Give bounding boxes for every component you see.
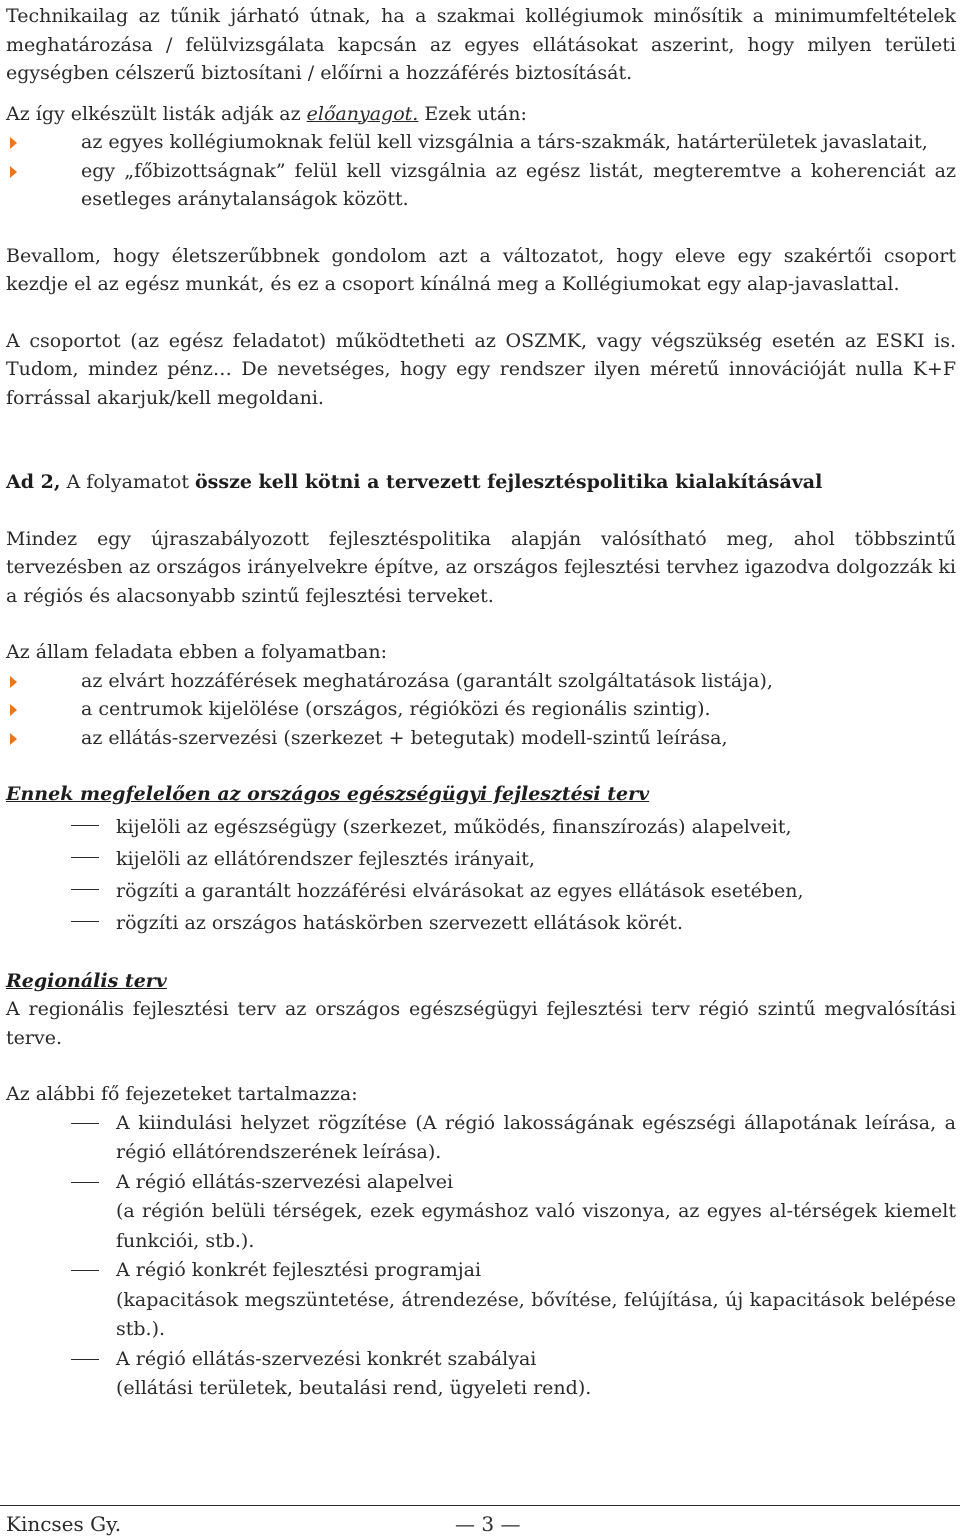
chapter-detail: (kapacitások megszüntetése, átrendezése, bővítése, felújítása, új kapacitások belépése stb.). xyxy=(116,1288,956,1340)
dash-icon xyxy=(71,1182,99,1183)
national-plan-item xyxy=(6,875,956,907)
dash-icon xyxy=(71,1270,99,1271)
state-task-list xyxy=(6,667,956,753)
chapter-item xyxy=(6,1256,956,1345)
review-bullet-text: egy „főbizottságnak” felül kell vizsgálnia az egész listát, megteremtve a koherenciát az esetleges aránytalanságok között. xyxy=(81,159,956,210)
national-plan-text: rögzíti az országos hatáskörben szervezett ellátások körét. xyxy=(116,911,683,934)
state-task-text: az ellátás-szervezési (szerkezet + betegutak) modell-szintű leírása, xyxy=(81,726,728,749)
state-task-text: a centrumok kijelölése (országos, régióközi és regionális szintig). xyxy=(81,698,711,720)
national-plan-text: kijelöli az ellátórendszer fejlesztés irányait, xyxy=(116,847,535,870)
dash-icon xyxy=(71,889,99,890)
lists-text-after: Ezek után: xyxy=(418,102,527,125)
footer-author: Kincses Gy. xyxy=(6,1512,122,1536)
regional-plan-paragraph: A regionális fejlesztési terv az országos egészségügyi fejlesztési terv régió szintű megvalósítási terve. xyxy=(6,998,956,1049)
dash-icon xyxy=(71,857,99,858)
chapter-item xyxy=(6,1168,956,1257)
chapter-item xyxy=(6,1109,956,1168)
state-task-text: az elvárt hozzáférések meghatározása (garantált szolgáltatások listája), xyxy=(81,669,773,692)
chapter-detail: (a régión belüli térségek, ezek egymáshoz való viszonya, az egyes al-térségek kiemelt funkciói, stb.). xyxy=(116,1200,956,1252)
chapters-list xyxy=(6,1109,956,1404)
triangle-right-icon xyxy=(10,137,17,149)
lists-emphasis: előanyagot. xyxy=(306,102,419,125)
section-heading-normal: A folyamatot xyxy=(60,471,195,493)
triangle-right-icon xyxy=(10,704,17,716)
review-bullet-item xyxy=(6,157,956,214)
opinion-paragraph: Bevallom, hogy életszerűbbnek gondolom azt a változatot, hogy eleve egy szakértői csoport kezdje el az egész munkát, és ez a csoport kínálná meg a Kollégiumokat egy alap-javaslattal. xyxy=(6,244,956,295)
section-heading-ad2 xyxy=(6,468,956,497)
state-task-intro: Az állam feladata ebben a folyamatban: xyxy=(6,641,387,663)
triangle-right-icon xyxy=(10,733,17,745)
state-task-item xyxy=(6,695,956,724)
chapter-title: A kiindulási helyzet rögzítése (A régió lakosságának egészségi állapotának leírása, a régió ellátórendszerének leírása). xyxy=(116,1111,956,1163)
triangle-right-icon xyxy=(10,676,17,688)
funding-paragraph: A csoportot (az egész feladatot) működtetheti az OSZMK, vagy végszükség esetén az ESKI is. Tudom, mindez pénz… De nevetséges, hogy egy rendszer ilyen méretű innovációját nulla K+F forrással akarjuk/kell megoldani. xyxy=(6,329,956,409)
lists-text-before: Az így elkészült listák adják az xyxy=(6,102,307,125)
dash-icon xyxy=(71,921,99,922)
national-plan-item xyxy=(6,811,956,843)
dash-icon xyxy=(71,825,99,826)
national-plan-item xyxy=(6,907,956,939)
section-heading-bold: össze kell kötni a tervezett fejlesztéspolitika kialakításával xyxy=(195,471,823,493)
chapter-item xyxy=(6,1345,956,1404)
review-bullet-list xyxy=(6,128,956,214)
review-bullet-text: az egyes kollégiumoknak felül kell vizsgálnia a társ-szakmák, határterületek javaslatait, xyxy=(81,131,928,153)
policy-paragraph: Mindez egy újraszabályozott fejlesztéspolitika alapján valósítható meg, ahol többszintű tervezésben az országos irányelvekre építve, az országos fejlesztési tervhez igazodva dolgozzák ki a régiós és alacsonyabb szintű fejlesztési terveket. xyxy=(6,527,956,607)
lists-paragraph xyxy=(6,100,956,129)
chapter-detail: (ellátási területek, beutalási rend, ügyeleti rend). xyxy=(116,1377,592,1399)
section-prefix: Ad 2, xyxy=(6,471,61,493)
footer-page-number: — 3 — xyxy=(455,1512,521,1536)
page-footer xyxy=(0,1505,960,1536)
chapter-title: A régió ellátás-szervezési konkrét szabályai xyxy=(116,1347,537,1370)
national-plan-heading: Ennek megfelelően az országos egészségügyi fejlesztési terv xyxy=(6,783,650,805)
chapters-intro: Az alábbi fő fejezeteket tartalmazza: xyxy=(6,1083,358,1105)
dash-icon xyxy=(71,1359,99,1360)
state-task-item xyxy=(6,667,956,696)
document-page xyxy=(6,0,956,1404)
triangle-right-icon xyxy=(10,166,17,178)
national-plan-item xyxy=(6,843,956,875)
national-plan-list xyxy=(6,811,956,939)
national-plan-text: rögzíti a garantált hozzáférési elvárásokat az egyes ellátások esetében, xyxy=(116,879,804,902)
intro-paragraph: Technikailag az tűnik járható útnak, ha a szakmai kollégiumok minősítik a minimumfeltételek meghatározása / felülvizsgálata kapcsán az egyes ellátásokat aszerint, hogy milyen területi egységben célszerű biztosítani / előírni a hozzáférés biztosítását. xyxy=(6,5,956,84)
chapter-title: A régió ellátás-szervezési alapelvei xyxy=(116,1170,454,1193)
dash-icon xyxy=(71,1123,99,1124)
national-plan-text: kijelöli az egészségügy (szerkezet, működés, finanszírozás) alapelveit, xyxy=(116,815,792,838)
regional-plan-heading: Regionális terv xyxy=(6,969,167,992)
chapter-title: A régió konkrét fejlesztési programjai xyxy=(116,1259,482,1281)
review-bullet-item xyxy=(6,128,956,157)
state-task-item xyxy=(6,724,956,753)
